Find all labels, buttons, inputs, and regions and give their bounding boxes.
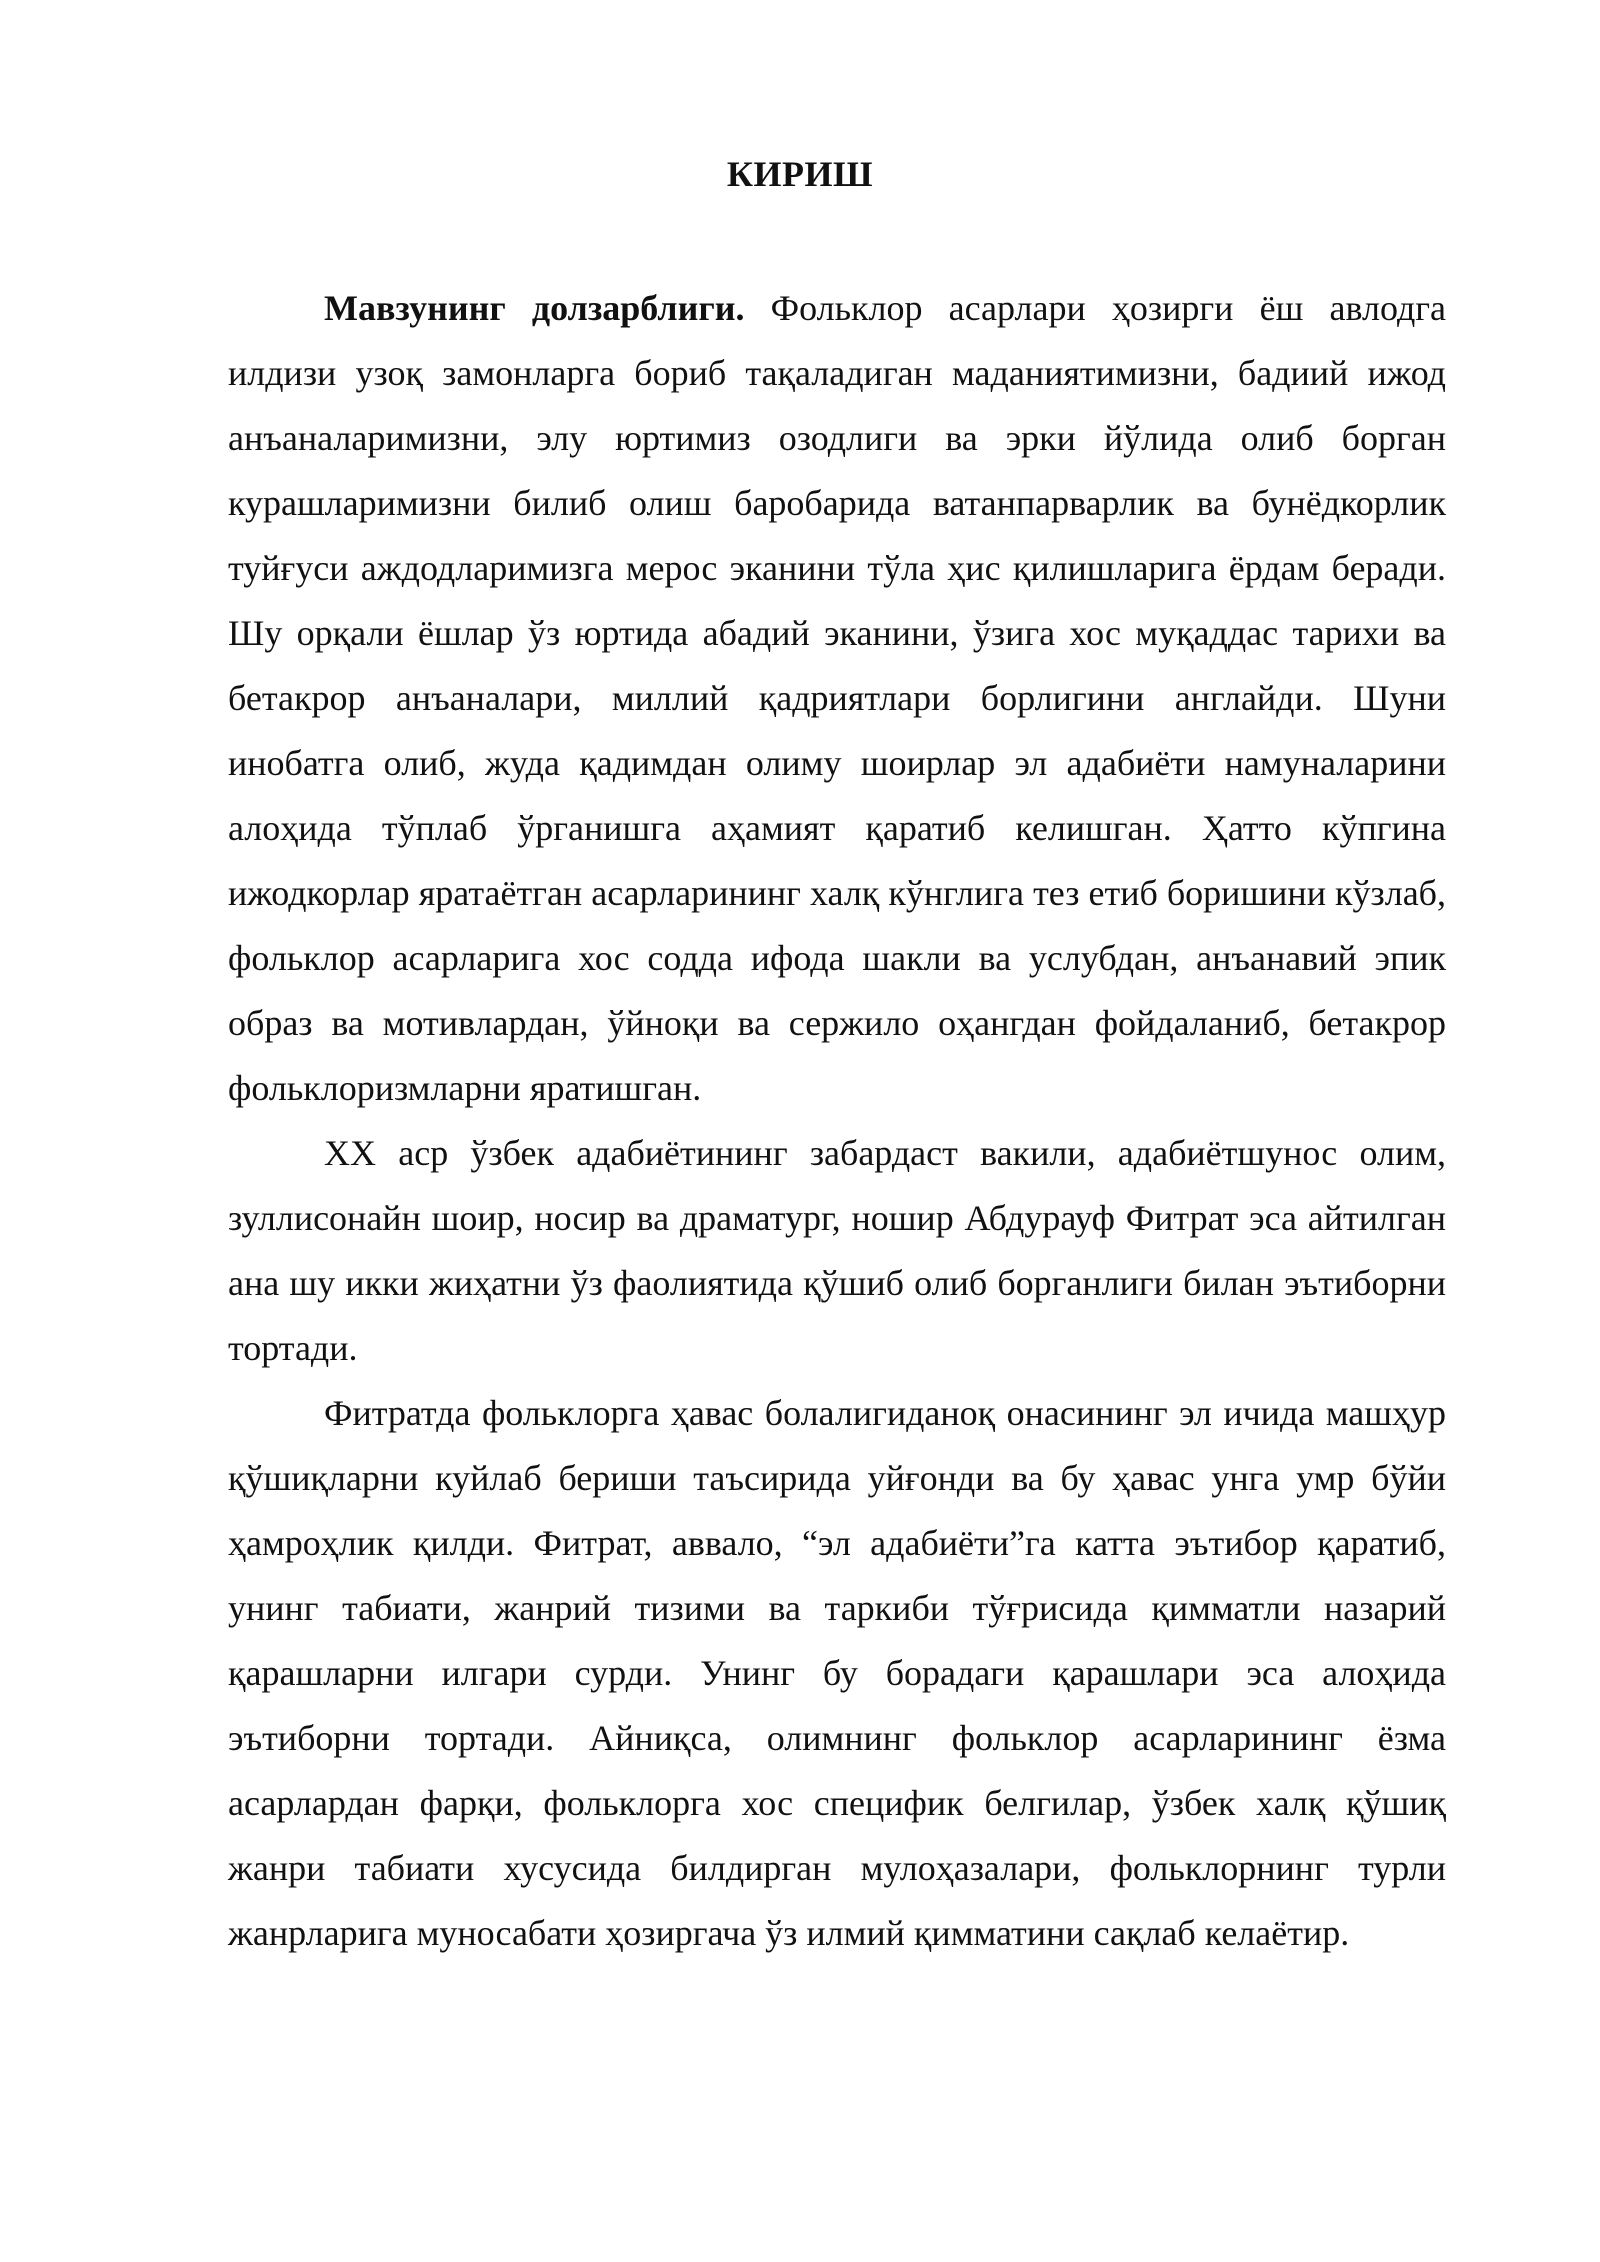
paragraph-text: XX аср ўзбек адабиётининг забардаст вакили, адабиётшунос олим, зуллисонайн шоир, носир ва драматург, ношир Абдурауф Фитрат эса айтилган ана шу икки жиҳатни ўз фаолиятида қўшиб олиб борганлиги билан эътиборни тортади. — [228, 1133, 1446, 1368]
paragraph-fitrat-intro — [228, 1121, 1446, 1381]
page-title: КИРИШ — [726, 154, 874, 194]
paragraph-text: Фитратда фольклорга ҳавас болалигиданоқ онасининг эл ичида машҳур қўшиқларни куйлаб бериши таъсирида уйғонди ва бу ҳавас унга умр бўйи ҳамроҳлик қилди. Фитрат, аввало, “эл адабиёти”га катта эътибор қаратиб, унинг табиати, жанрий тизими ва таркиби тўғрисида қимматли назарий қарашларни илгари сурди. Унинг бу борадаги қарашлари эса алоҳида эътиборни тортади. Айниқса, олимнинг фольклор асарларининг ёзма асарлардан фарқи, фольклорга хос специфик белгилар, ўзбек халқ қўшиқ жанри табиати хусусида билдирган мулоҳазалари, фольклорнинг турли жанрларига муносабати ҳозиргача ўз илмий қимматини сақлаб келаётир. — [228, 1393, 1446, 1953]
paragraph-lead-heading: Мавзунинг долзарблиги. — [324, 288, 745, 328]
document-body — [228, 276, 1446, 1966]
paragraph-fitrat-folklore — [228, 1381, 1446, 1966]
paragraph-relevance — [228, 276, 1446, 1121]
paragraph-text: Фольклор асарлари ҳозирги ёш авлодга илдизи узоқ замонларга бориб тақаладиган маданиятимизни, бадиий ижод анъаналаримизни, элу юртимиз озодлиги ва эрки йўлида олиб борган курашларимизни билиб олиш баробарида ватанпарварлик ва бунёдкорлик туйғуси аждодларимизга мерос эканини тўла ҳис қилишларига ёрдам беради. Шу орқали ёшлар ўз юртида абадий эканини, ўзига хос муқаддас тарихи ва бетакрор анъаналари, миллий қадриятлари борлигини англайди. Шуни инобатга олиб, жуда қадимдан олиму шоирлар эл адабиёти намуналарини алоҳида тўплаб ўрганишга аҳамият қаратиб келишган. Ҳатто кўпгина ижодкорлар яратаётган асарларининг халқ кўнглига тез етиб боришини кўзлаб, фольклор асарларига хос содда ифода шакли ва услубдан, анъанавий эпик образ ва мотивлардан, ўйноқи ва сержило оҳангдан фойдаланиб, бетакрор фольклоризмларни яратишган. — [228, 288, 1446, 1108]
